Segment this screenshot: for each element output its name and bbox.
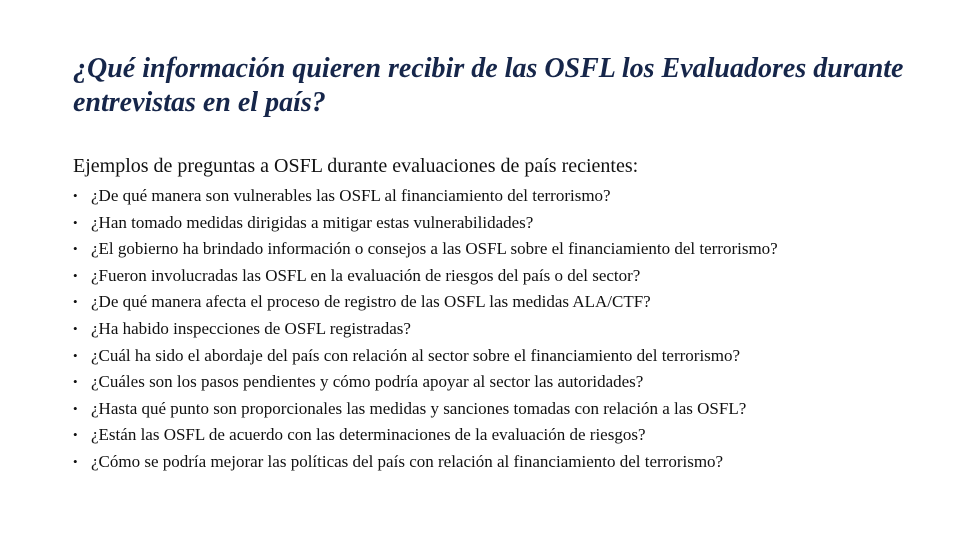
bullet-icon: •	[73, 214, 78, 230]
list-item	[73, 422, 953, 449]
bullet-icon: •	[73, 188, 78, 203]
bullet-icon: •	[73, 374, 78, 390]
question-text: ¿Han tomado medidas dirigidas a mitigar estas vulnerabilidades?	[91, 212, 534, 232]
list-item	[73, 236, 953, 263]
list-item	[73, 316, 953, 343]
list-item	[73, 369, 953, 396]
slide-title: ¿Qué información quieren recibir de las OSFL los Evaluadores durante entrevistas en el país?	[73, 53, 904, 118]
list-item	[73, 183, 953, 210]
question-text: ¿Ha habido inspecciones de OSFL registradas?	[91, 318, 411, 338]
bullet-icon: •	[73, 294, 78, 310]
question-text: ¿De qué manera afecta el proceso de registro de las OSFL las medidas ALA/CTF?	[91, 292, 651, 312]
question-text: ¿Hasta qué punto son proporcionales las medidas y sanciones tomadas con relación a las OSFL?	[91, 398, 747, 418]
bullet-icon: •	[73, 453, 78, 469]
list-item	[73, 210, 953, 237]
question-list	[73, 183, 953, 476]
list-item	[73, 263, 953, 290]
question-text: ¿De qué manera son vulnerables las OSFL al financiamiento del terrorismo?	[91, 186, 611, 205]
question-text: ¿Están las OSFL de acuerdo con las determinaciones de la evaluación de riesgos?	[91, 425, 646, 445]
slide-subtitle: Ejemplos de preguntas a OSFL durante evaluaciones de país recientes:	[73, 155, 639, 177]
bullet-icon: •	[73, 347, 78, 363]
question-text: ¿Cuáles son los pasos pendientes y cómo podría apoyar al sector las autoridades?	[91, 372, 644, 392]
question-text: ¿El gobierno ha brindado información o consejos a las OSFL sobre el financiamiento del terrorismo?	[91, 239, 778, 259]
bullet-icon: •	[73, 267, 78, 283]
question-text: ¿Cuál ha sido el abordaje del país con relación al sector sobre el financiamiento del terrorismo?	[91, 345, 741, 365]
list-item	[73, 396, 953, 423]
question-text: ¿Fueron involucradas las OSFL en la evaluación de riesgos del país o del sector?	[91, 265, 641, 285]
bullet-icon: •	[73, 241, 78, 257]
question-text: ¿Cómo se podría mejorar las políticas del país con relación al financiamiento del terrorismo?	[91, 451, 724, 471]
bullet-icon: •	[73, 427, 78, 443]
bullet-icon: •	[73, 400, 78, 416]
list-item	[73, 289, 953, 316]
list-item	[73, 449, 953, 476]
bullet-icon: •	[73, 320, 78, 336]
list-item	[73, 343, 953, 370]
